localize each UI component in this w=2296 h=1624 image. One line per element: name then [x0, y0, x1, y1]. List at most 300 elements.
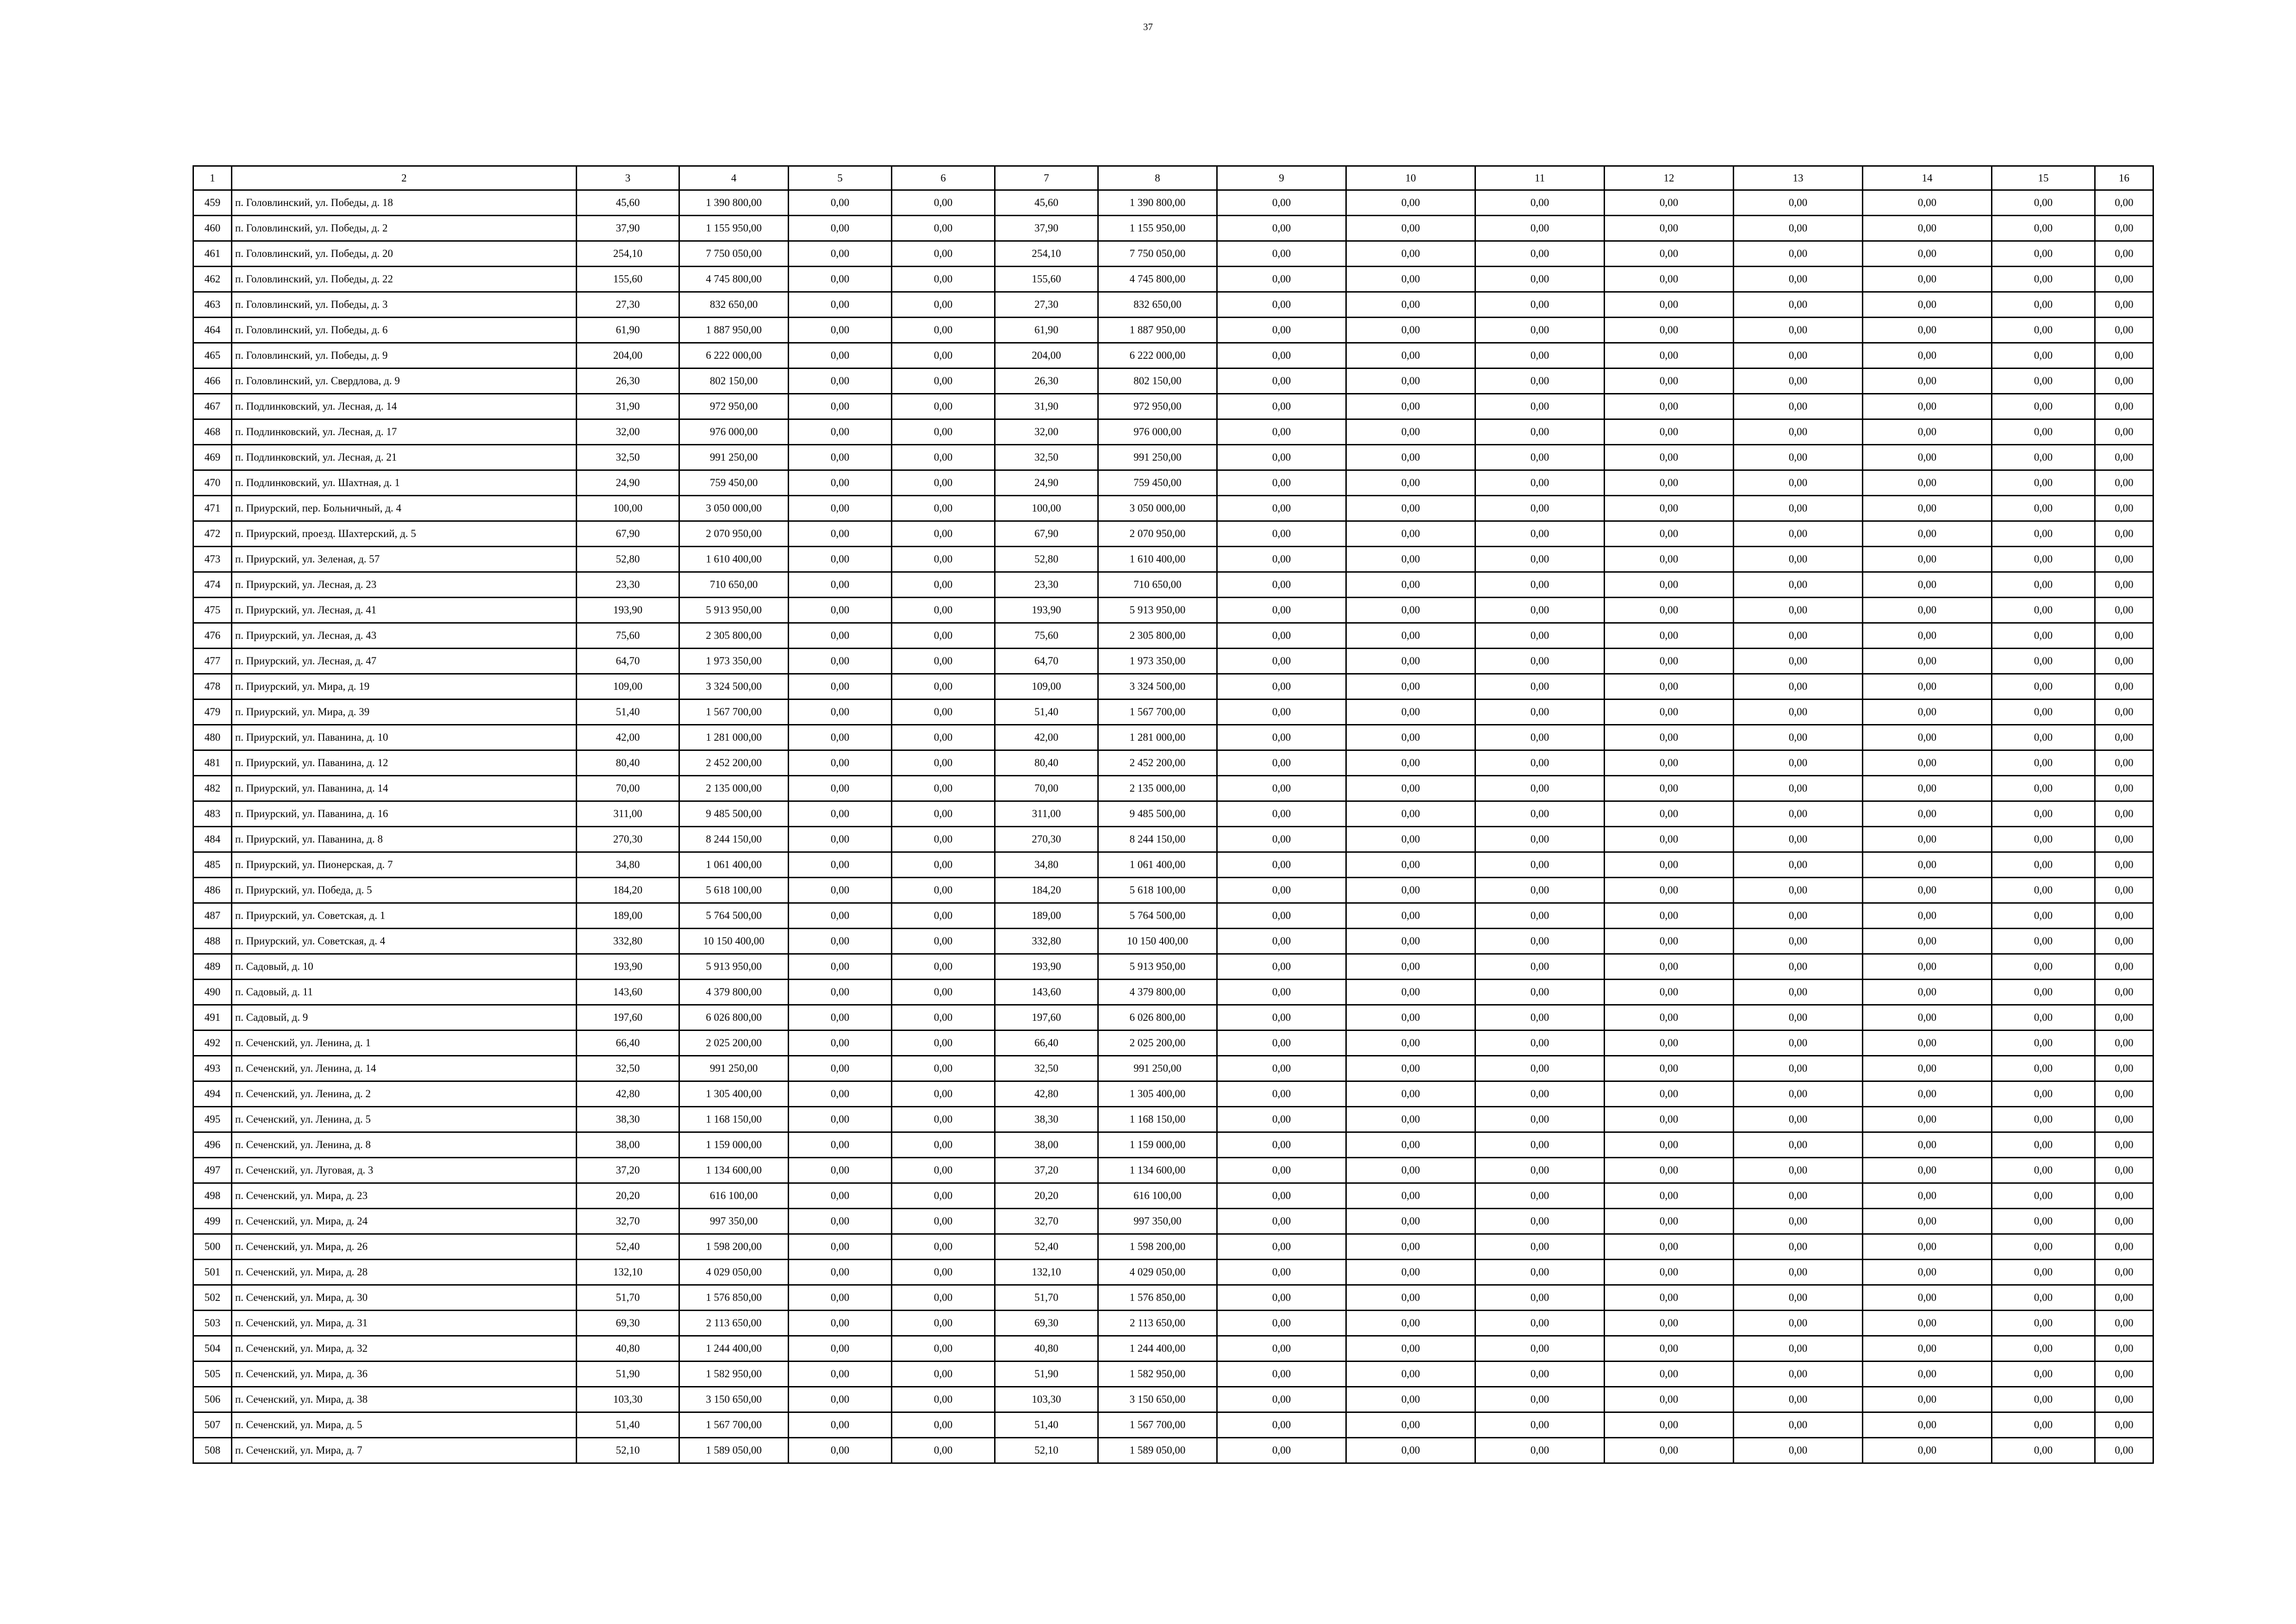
value-cell: 2 452 200,00 — [1098, 750, 1217, 776]
value-cell: 5 764 500,00 — [679, 903, 789, 929]
value-cell: 0,00 — [892, 776, 995, 801]
value-cell: 0,00 — [1605, 1234, 1734, 1260]
value-cell: 0,00 — [1605, 1438, 1734, 1463]
value-cell: 0,00 — [1475, 190, 1605, 216]
value-cell: 0,00 — [789, 776, 892, 801]
value-cell: 0,00 — [1992, 1311, 2095, 1336]
table-row — [193, 1285, 2153, 1311]
value-cell: 51,40 — [995, 700, 1098, 725]
value-cell: 0,00 — [789, 318, 892, 343]
value-cell: 189,00 — [995, 903, 1098, 929]
value-cell: 0,00 — [1217, 1336, 1346, 1362]
value-cell: 38,30 — [577, 1107, 679, 1132]
value-cell: 0,00 — [1992, 623, 2095, 649]
column-header: 7 — [995, 166, 1098, 190]
value-cell: 0,00 — [1992, 1362, 2095, 1387]
value-cell: 0,00 — [1475, 1260, 1605, 1285]
value-cell: 0,00 — [1605, 1031, 1734, 1056]
address-cell: п. Сеченский, ул. Ленина, д. 1 — [232, 1031, 577, 1056]
value-cell: 0,00 — [1992, 241, 2095, 267]
value-cell: 0,00 — [1475, 394, 1605, 419]
value-cell: 0,00 — [1992, 674, 2095, 700]
value-cell: 26,30 — [577, 369, 679, 394]
value-cell: 1 305 400,00 — [679, 1081, 789, 1107]
row-number-cell: 499 — [193, 1209, 232, 1234]
value-cell: 2 025 200,00 — [1098, 1031, 1217, 1056]
value-cell: 0,00 — [1475, 1031, 1605, 1056]
value-cell: 0,00 — [1475, 878, 1605, 903]
table-row — [193, 623, 2153, 649]
value-cell: 2 070 950,00 — [679, 521, 789, 547]
row-number-cell: 492 — [193, 1031, 232, 1056]
value-cell: 51,40 — [577, 1412, 679, 1438]
value-cell: 0,00 — [1475, 241, 1605, 267]
value-cell: 0,00 — [1217, 623, 1346, 649]
table-row — [193, 750, 2153, 776]
value-cell: 45,60 — [577, 190, 679, 216]
value-cell: 0,00 — [1605, 801, 1734, 827]
value-cell: 3 050 000,00 — [1098, 496, 1217, 521]
value-cell: 0,00 — [1992, 750, 2095, 776]
value-cell: 0,00 — [1605, 267, 1734, 292]
value-cell: 1 305 400,00 — [1098, 1081, 1217, 1107]
value-cell: 189,00 — [577, 903, 679, 929]
value-cell: 0,00 — [1217, 547, 1346, 572]
value-cell: 0,00 — [1734, 1362, 1863, 1387]
column-header: 6 — [892, 166, 995, 190]
table-row — [193, 1260, 2153, 1285]
value-cell: 0,00 — [1475, 1234, 1605, 1260]
value-cell: 0,00 — [1217, 1260, 1346, 1285]
value-cell: 1 155 950,00 — [1098, 216, 1217, 241]
value-cell: 0,00 — [2095, 878, 2153, 903]
value-cell: 0,00 — [1605, 725, 1734, 750]
value-cell: 197,60 — [995, 1005, 1098, 1031]
value-cell: 0,00 — [1475, 1005, 1605, 1031]
address-cell: п. Приуpский, ул. Мира, д. 39 — [232, 700, 577, 725]
value-cell: 0,00 — [1346, 292, 1475, 318]
table-row — [193, 1158, 2153, 1183]
value-cell: 0,00 — [1605, 292, 1734, 318]
column-header: 9 — [1217, 166, 1346, 190]
value-cell: 832 650,00 — [1098, 292, 1217, 318]
value-cell: 0,00 — [1217, 521, 1346, 547]
value-cell: 0,00 — [1475, 649, 1605, 674]
value-cell: 0,00 — [1863, 1056, 1992, 1081]
value-cell: 0,00 — [1346, 903, 1475, 929]
value-cell: 997 350,00 — [1098, 1209, 1217, 1234]
value-cell: 0,00 — [1992, 216, 2095, 241]
value-cell: 0,00 — [2095, 521, 2153, 547]
value-cell: 0,00 — [1734, 1387, 1863, 1412]
value-cell: 0,00 — [2095, 292, 2153, 318]
value-cell: 0,00 — [1734, 521, 1863, 547]
value-cell: 0,00 — [1605, 190, 1734, 216]
value-cell: 972 950,00 — [679, 394, 789, 419]
value-cell: 997 350,00 — [679, 1209, 789, 1234]
value-cell: 0,00 — [789, 292, 892, 318]
value-cell: 0,00 — [1217, 190, 1346, 216]
address-cell: п. Приуpский, ул. Лесная, д. 43 — [232, 623, 577, 649]
value-cell: 0,00 — [2095, 903, 2153, 929]
value-cell: 0,00 — [1346, 1412, 1475, 1438]
value-cell: 34,80 — [577, 852, 679, 878]
table-row — [193, 1031, 2153, 1056]
value-cell: 0,00 — [1217, 445, 1346, 470]
value-cell: 0,00 — [1734, 572, 1863, 598]
value-cell: 0,00 — [892, 470, 995, 496]
value-cell: 0,00 — [1992, 725, 2095, 750]
table-row — [193, 776, 2153, 801]
value-cell: 1 159 000,00 — [1098, 1132, 1217, 1158]
row-number-cell: 505 — [193, 1362, 232, 1387]
value-cell: 0,00 — [1992, 700, 2095, 725]
value-cell: 0,00 — [1475, 980, 1605, 1005]
value-cell: 0,00 — [1992, 1005, 2095, 1031]
value-cell: 0,00 — [1217, 776, 1346, 801]
value-cell: 0,00 — [1863, 1132, 1992, 1158]
value-cell: 184,20 — [577, 878, 679, 903]
value-cell: 991 250,00 — [679, 445, 789, 470]
table-row — [193, 419, 2153, 445]
value-cell: 0,00 — [1346, 318, 1475, 343]
address-cell: п. Сеченский, ул. Мира, д. 23 — [232, 1183, 577, 1209]
value-cell: 0,00 — [1217, 1183, 1346, 1209]
value-cell: 67,90 — [577, 521, 679, 547]
value-cell: 0,00 — [1734, 980, 1863, 1005]
value-cell: 0,00 — [2095, 852, 2153, 878]
value-cell: 0,00 — [1605, 1158, 1734, 1183]
value-cell: 37,20 — [577, 1158, 679, 1183]
value-cell: 0,00 — [1992, 318, 2095, 343]
value-cell: 0,00 — [1605, 1260, 1734, 1285]
value-cell: 37,20 — [995, 1158, 1098, 1183]
value-cell: 0,00 — [1992, 521, 2095, 547]
value-cell: 0,00 — [1346, 419, 1475, 445]
address-cell: п. Приуpский, ул. Паванина, д. 14 — [232, 776, 577, 801]
value-cell: 254,10 — [995, 241, 1098, 267]
value-cell: 0,00 — [789, 1234, 892, 1260]
value-cell: 0,00 — [1217, 725, 1346, 750]
value-cell: 3 150 650,00 — [679, 1387, 789, 1412]
value-cell: 0,00 — [1863, 190, 1992, 216]
value-cell: 0,00 — [1346, 343, 1475, 369]
value-cell: 0,00 — [1992, 776, 2095, 801]
value-cell: 0,00 — [1863, 445, 1992, 470]
value-cell: 0,00 — [1734, 801, 1863, 827]
value-cell: 0,00 — [1992, 649, 2095, 674]
value-cell: 0,00 — [789, 521, 892, 547]
column-header: 5 — [789, 166, 892, 190]
address-cell: п. Приуpский, ул. Паванина, д. 10 — [232, 725, 577, 750]
value-cell: 0,00 — [2095, 598, 2153, 623]
value-cell: 0,00 — [1346, 241, 1475, 267]
value-cell: 143,60 — [995, 980, 1098, 1005]
value-cell: 0,00 — [2095, 1031, 2153, 1056]
value-cell: 0,00 — [892, 827, 995, 852]
value-cell: 0,00 — [1734, 318, 1863, 343]
value-cell: 1 887 950,00 — [1098, 318, 1217, 343]
value-cell: 75,60 — [995, 623, 1098, 649]
value-cell: 0,00 — [1863, 929, 1992, 954]
row-number-cell: 460 — [193, 216, 232, 241]
value-cell: 0,00 — [2095, 470, 2153, 496]
value-cell: 0,00 — [1605, 954, 1734, 980]
value-cell: 0,00 — [1734, 470, 1863, 496]
value-cell: 0,00 — [1734, 1209, 1863, 1234]
value-cell: 0,00 — [1863, 1005, 1992, 1031]
value-cell: 0,00 — [892, 318, 995, 343]
value-cell: 0,00 — [1346, 1387, 1475, 1412]
value-cell: 6 222 000,00 — [679, 343, 789, 369]
value-cell: 710 650,00 — [1098, 572, 1217, 598]
row-number-cell: 475 — [193, 598, 232, 623]
value-cell: 38,00 — [577, 1132, 679, 1158]
value-cell: 0,00 — [1346, 445, 1475, 470]
column-header: 10 — [1346, 166, 1475, 190]
value-cell: 0,00 — [892, 1107, 995, 1132]
value-cell: 2 113 650,00 — [679, 1311, 789, 1336]
value-cell: 0,00 — [1217, 394, 1346, 419]
address-cell: п. Подлинковский, ул. Лесная, д. 21 — [232, 445, 577, 470]
value-cell: 0,00 — [2095, 954, 2153, 980]
value-cell: 103,30 — [577, 1387, 679, 1412]
value-cell: 0,00 — [1475, 954, 1605, 980]
value-cell: 0,00 — [1475, 852, 1605, 878]
value-cell: 1 168 150,00 — [679, 1107, 789, 1132]
value-cell: 0,00 — [892, 1183, 995, 1209]
value-cell: 0,00 — [2095, 369, 2153, 394]
value-cell: 0,00 — [892, 929, 995, 954]
row-number-cell: 503 — [193, 1311, 232, 1336]
value-cell: 0,00 — [1217, 1412, 1346, 1438]
value-cell: 0,00 — [1217, 1005, 1346, 1031]
value-cell: 0,00 — [1992, 1438, 2095, 1463]
value-cell: 0,00 — [1863, 674, 1992, 700]
value-cell: 0,00 — [1734, 1031, 1863, 1056]
value-cell: 0,00 — [892, 1031, 995, 1056]
value-cell: 0,00 — [1863, 1234, 1992, 1260]
value-cell: 0,00 — [1734, 776, 1863, 801]
value-cell: 0,00 — [1605, 1081, 1734, 1107]
value-cell: 1 567 700,00 — [1098, 700, 1217, 725]
value-cell: 0,00 — [1475, 903, 1605, 929]
table-row — [193, 369, 2153, 394]
value-cell: 0,00 — [1346, 929, 1475, 954]
address-cell: п. Головлинский, ул. Победы, д. 3 — [232, 292, 577, 318]
value-cell: 0,00 — [1346, 1234, 1475, 1260]
value-cell: 5 913 950,00 — [1098, 954, 1217, 980]
value-cell: 0,00 — [789, 343, 892, 369]
value-cell: 0,00 — [1992, 343, 2095, 369]
table-row — [193, 903, 2153, 929]
value-cell: 0,00 — [892, 903, 995, 929]
value-cell: 32,50 — [995, 445, 1098, 470]
row-number-cell: 490 — [193, 980, 232, 1005]
value-cell: 0,00 — [1346, 1285, 1475, 1311]
row-number-cell: 468 — [193, 419, 232, 445]
value-cell: 759 450,00 — [1098, 470, 1217, 496]
value-cell: 0,00 — [1605, 929, 1734, 954]
table-row — [193, 267, 2153, 292]
value-cell: 0,00 — [1605, 1183, 1734, 1209]
value-cell: 32,70 — [995, 1209, 1098, 1234]
table-row — [193, 343, 2153, 369]
address-cell: п. Сеченский, ул. Ленина, д. 2 — [232, 1081, 577, 1107]
address-cell: п. Головлинский, ул. Победы, д. 20 — [232, 241, 577, 267]
value-cell: 0,00 — [1346, 470, 1475, 496]
value-cell: 0,00 — [2095, 1107, 2153, 1132]
value-cell: 0,00 — [1475, 1081, 1605, 1107]
value-cell: 42,00 — [995, 725, 1098, 750]
value-cell: 0,00 — [892, 852, 995, 878]
value-cell: 0,00 — [2095, 1285, 2153, 1311]
value-cell: 0,00 — [1475, 496, 1605, 521]
value-cell: 0,00 — [1863, 1158, 1992, 1183]
value-cell: 193,90 — [995, 598, 1098, 623]
address-cell: п. Сеченский, ул. Мира, д. 28 — [232, 1260, 577, 1285]
address-cell: п. Сеченский, ул. Мира, д. 7 — [232, 1438, 577, 1463]
value-cell: 0,00 — [789, 1081, 892, 1107]
column-header: 4 — [679, 166, 789, 190]
value-cell: 0,00 — [1863, 776, 1992, 801]
value-cell: 0,00 — [1346, 1107, 1475, 1132]
value-cell: 0,00 — [1863, 369, 1992, 394]
value-cell: 0,00 — [789, 929, 892, 954]
value-cell: 0,00 — [1605, 394, 1734, 419]
row-number-cell: 494 — [193, 1081, 232, 1107]
value-cell: 0,00 — [1475, 623, 1605, 649]
value-cell: 0,00 — [892, 801, 995, 827]
value-cell: 0,00 — [1217, 827, 1346, 852]
value-cell: 1 244 400,00 — [679, 1336, 789, 1362]
table-row — [193, 1132, 2153, 1158]
value-cell: 0,00 — [789, 980, 892, 1005]
header-row — [193, 166, 2153, 190]
value-cell: 0,00 — [1605, 776, 1734, 801]
value-cell: 0,00 — [1863, 1412, 1992, 1438]
value-cell: 0,00 — [1863, 572, 1992, 598]
value-cell: 109,00 — [995, 674, 1098, 700]
value-cell: 0,00 — [1605, 1107, 1734, 1132]
table-row — [193, 1056, 2153, 1081]
value-cell: 0,00 — [1475, 547, 1605, 572]
value-cell: 0,00 — [1863, 1081, 1992, 1107]
value-cell: 0,00 — [1475, 750, 1605, 776]
value-cell: 0,00 — [1605, 598, 1734, 623]
value-cell: 0,00 — [1863, 343, 1992, 369]
value-cell: 204,00 — [995, 343, 1098, 369]
value-cell: 0,00 — [2095, 674, 2153, 700]
row-number-cell: 484 — [193, 827, 232, 852]
value-cell: 23,30 — [577, 572, 679, 598]
value-cell: 61,90 — [577, 318, 679, 343]
value-cell: 0,00 — [789, 1285, 892, 1311]
value-cell: 0,00 — [1734, 190, 1863, 216]
value-cell: 0,00 — [1217, 470, 1346, 496]
value-cell: 0,00 — [1217, 292, 1346, 318]
value-cell: 0,00 — [1475, 776, 1605, 801]
value-cell: 0,00 — [1734, 903, 1863, 929]
row-number-cell: 489 — [193, 954, 232, 980]
table-row — [193, 801, 2153, 827]
value-cell: 0,00 — [1863, 700, 1992, 725]
value-cell: 0,00 — [2095, 394, 2153, 419]
value-cell: 0,00 — [1475, 318, 1605, 343]
value-cell: 802 150,00 — [1098, 369, 1217, 394]
value-cell: 0,00 — [1734, 852, 1863, 878]
value-cell: 204,00 — [577, 343, 679, 369]
value-cell: 0,00 — [1217, 801, 1346, 827]
value-cell: 0,00 — [789, 649, 892, 674]
value-cell: 193,90 — [995, 954, 1098, 980]
value-cell: 0,00 — [1217, 1438, 1346, 1463]
value-cell: 976 000,00 — [1098, 419, 1217, 445]
table-row — [193, 445, 2153, 470]
value-cell: 311,00 — [577, 801, 679, 827]
value-cell: 0,00 — [1734, 1158, 1863, 1183]
address-cell: п. Головлинский, ул. Победы, д. 2 — [232, 216, 577, 241]
value-cell: 0,00 — [1863, 750, 1992, 776]
value-cell: 0,00 — [1992, 852, 2095, 878]
table-row — [193, 980, 2153, 1005]
value-cell: 0,00 — [1605, 1132, 1734, 1158]
value-cell: 38,30 — [995, 1107, 1098, 1132]
value-cell: 0,00 — [2095, 725, 2153, 750]
value-cell: 0,00 — [1346, 1031, 1475, 1056]
value-cell: 0,00 — [892, 1387, 995, 1412]
value-cell: 0,00 — [1346, 572, 1475, 598]
value-cell: 0,00 — [1734, 1005, 1863, 1031]
table-row — [193, 852, 2153, 878]
value-cell: 0,00 — [1992, 419, 2095, 445]
value-cell: 0,00 — [1992, 292, 2095, 318]
row-number-cell: 480 — [193, 725, 232, 750]
column-header: 12 — [1605, 166, 1734, 190]
value-cell: 0,00 — [2095, 445, 2153, 470]
value-cell: 0,00 — [1346, 700, 1475, 725]
table-row — [193, 1311, 2153, 1336]
value-cell: 0,00 — [1734, 394, 1863, 419]
value-cell: 0,00 — [1734, 1081, 1863, 1107]
value-cell: 52,40 — [577, 1234, 679, 1260]
address-cell: п. Садовый, д. 10 — [232, 954, 577, 980]
value-cell: 0,00 — [789, 216, 892, 241]
value-cell: 6 222 000,00 — [1098, 343, 1217, 369]
table-row — [193, 547, 2153, 572]
value-cell: 0,00 — [892, 419, 995, 445]
table-row — [193, 929, 2153, 954]
value-cell: 80,40 — [995, 750, 1098, 776]
value-cell: 0,00 — [1346, 852, 1475, 878]
value-cell: 0,00 — [2095, 1311, 2153, 1336]
table-row — [193, 394, 2153, 419]
value-cell: 0,00 — [1734, 750, 1863, 776]
value-cell: 42,80 — [577, 1081, 679, 1107]
value-cell: 3 050 000,00 — [679, 496, 789, 521]
value-cell: 0,00 — [1217, 1234, 1346, 1260]
value-cell: 0,00 — [1475, 929, 1605, 954]
table-row — [193, 1081, 2153, 1107]
value-cell: 0,00 — [1217, 216, 1346, 241]
value-cell: 0,00 — [1217, 1158, 1346, 1183]
value-cell: 0,00 — [2095, 1438, 2153, 1463]
value-cell: 1 973 350,00 — [679, 649, 789, 674]
value-cell: 132,10 — [995, 1260, 1098, 1285]
value-cell: 0,00 — [1734, 649, 1863, 674]
value-cell: 270,30 — [995, 827, 1098, 852]
value-cell: 0,00 — [2095, 190, 2153, 216]
